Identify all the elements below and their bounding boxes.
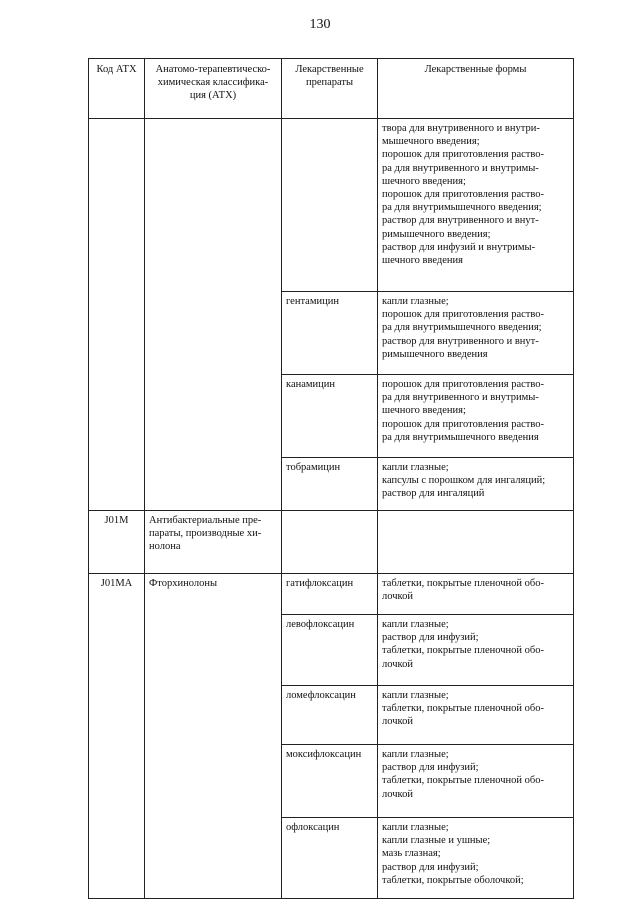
dosage-form-line: капли глазные; <box>382 690 449 701</box>
dosage-forms-cell <box>378 375 574 458</box>
dosage-form-line: ра для внутримышечного введения; <box>382 202 542 214</box>
dosage-form-line: твора для внутривенного и внутри- <box>382 123 540 134</box>
dosage-form-line: ра для внутримышечного введения; <box>382 322 542 334</box>
table-row <box>89 119 574 292</box>
header-forms: Лекарственные формы <box>378 59 574 119</box>
dosage-form-line: раствор для инфузий и внутримы- <box>382 241 536 253</box>
dosage-form-line: капли глазные; <box>382 822 449 833</box>
dosage-form-line: мышечного введения; <box>382 136 480 148</box>
dosage-form-line: мазь глазная; <box>382 848 441 860</box>
dosage-form-line: римышечного введения <box>382 348 488 360</box>
dosage-form-line: порошок для приготовления раство- <box>382 189 545 201</box>
atx-classification-cell: Фторхинолоны <box>145 574 282 899</box>
dosage-forms-cell <box>378 292 574 375</box>
dosage-form-line: лочкой <box>382 716 413 728</box>
dosage-forms-cell <box>378 458 574 511</box>
dosage-form-line: ра для внутривенного и внутримы- <box>382 162 539 174</box>
table-row <box>89 574 574 615</box>
dosage-form-line: таблетки, покрытые пленочной обо- <box>382 775 544 787</box>
dosage-form-line: лочкой <box>382 658 413 670</box>
dosage-forms-cell <box>378 745 574 818</box>
dosage-form-line: раствор для внутривенного и внут- <box>382 335 539 347</box>
dosage-form-line: порошок для приготовления раство- <box>382 418 545 430</box>
dosage-form-line: римышечного введения; <box>382 228 491 240</box>
page-number: 130 <box>309 17 331 32</box>
dosage-form-line: лочкой <box>382 591 413 603</box>
dosage-form-line: таблетки, покрытые оболочкой; <box>382 874 524 886</box>
atx-code-cell: J01MA <box>89 574 145 899</box>
drug-name-cell: тобрамицин <box>282 458 378 511</box>
drug-name-cell: моксифлоксацин <box>282 745 378 818</box>
table-header-row <box>89 59 574 119</box>
drug-name-cell: левофлоксацин <box>282 615 378 686</box>
dosage-forms-cell <box>378 574 574 615</box>
drug-name-cell: ломефлоксацин <box>282 686 378 745</box>
dosage-form-line: раствор для внутривенного и внут- <box>382 215 539 227</box>
dosage-form-line: раствор для инфузий; <box>382 861 479 873</box>
dosage-form-line: шечного введения; <box>382 175 466 187</box>
dosage-form-line: порошок для приготовления раство- <box>382 379 545 390</box>
dosage-form-line: капли глазные; <box>382 296 449 307</box>
dosage-form-line: таблетки, покрытые пленочной обо- <box>382 578 544 589</box>
dosage-form-line: капсулы с порошком для ингаляций; <box>382 475 546 487</box>
dosage-form-line: лочкой <box>382 788 413 800</box>
dosage-forms-cell <box>378 511 574 574</box>
header-drugs: Лекарственные препараты <box>282 59 378 119</box>
dosage-forms-cell <box>378 119 574 292</box>
drug-name-cell: гентамицин <box>282 292 378 375</box>
dosage-form-line: ра для внутривенного и внутримы- <box>382 392 539 404</box>
dosage-form-line: капли глазные; <box>382 619 449 630</box>
dosage-form-line: шечного введения; <box>382 405 466 417</box>
header-code: Код АТХ <box>89 59 145 119</box>
drug-name-cell: гатифлоксацин <box>282 574 378 615</box>
dosage-forms-cell <box>378 686 574 745</box>
atx-classification-cell: Антибактериальные пре- параты, производные хи- нолона <box>145 511 282 574</box>
drug-name-cell <box>282 511 378 574</box>
drug-name-cell: офлоксацин <box>282 818 378 899</box>
atx-code-cell: J01M <box>89 511 145 574</box>
dosage-form-line: ра для внутримышечного введения <box>382 431 539 443</box>
dosage-form-line: раствор для инфузий; <box>382 762 479 774</box>
header-classification: Анатомо-терапевтическо- химическая классифика- ция (АТХ) <box>145 59 282 119</box>
dosage-forms-cell <box>378 818 574 899</box>
table-row <box>89 511 574 574</box>
atx-code-cell <box>89 119 145 511</box>
dosage-forms-cell <box>378 615 574 686</box>
drug-name-cell: канамицин <box>282 375 378 458</box>
dosage-form-line: раствор для ингаляций <box>382 488 485 500</box>
dosage-form-line: порошок для приготовления раство- <box>382 149 545 161</box>
dosage-form-line: таблетки, покрытые пленочной обо- <box>382 703 544 715</box>
atx-table <box>88 58 574 899</box>
drug-name-cell <box>282 119 378 292</box>
dosage-form-line: шечного введения <box>382 255 464 267</box>
dosage-form-line: раствор для инфузий; <box>382 632 479 644</box>
atx-classification-cell <box>145 119 282 511</box>
dosage-form-line: капли глазные; <box>382 749 449 760</box>
dosage-form-line: таблетки, покрытые пленочной обо- <box>382 645 544 657</box>
dosage-form-line: капли глазные; <box>382 462 449 473</box>
dosage-form-line: капли глазные и ушные; <box>382 835 491 847</box>
dosage-form-line: порошок для приготовления раство- <box>382 309 545 321</box>
